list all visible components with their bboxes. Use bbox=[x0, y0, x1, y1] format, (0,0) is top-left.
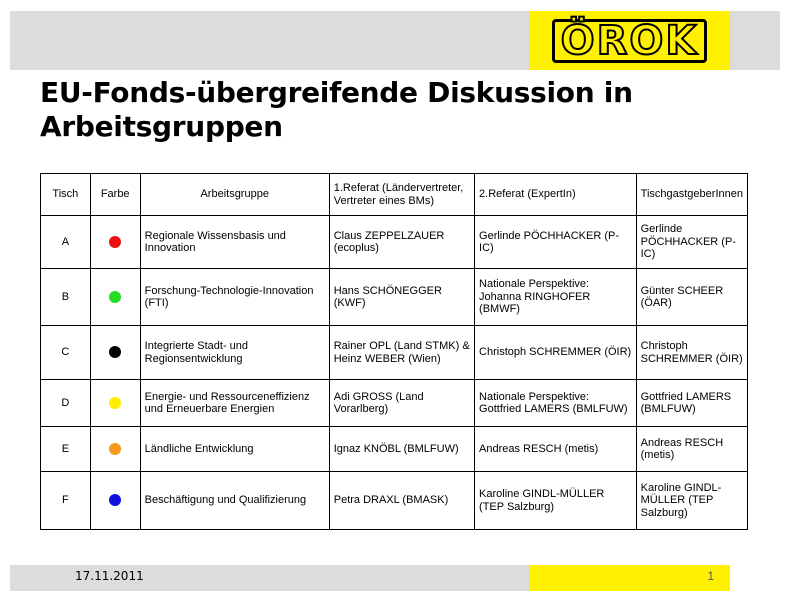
color-dot-icon bbox=[109, 291, 121, 303]
footer-date: 17.11.2011 bbox=[75, 569, 144, 583]
logo-frame bbox=[552, 19, 708, 63]
header-arbeitsgruppe: Arbeitsgruppe bbox=[140, 174, 329, 216]
table-row bbox=[41, 326, 748, 380]
color-dot-icon bbox=[109, 494, 121, 506]
table-header-row bbox=[41, 174, 748, 216]
cell-arbeitsgruppe: Energie- und Ressourceneffizienz und Erneuerbare Energien bbox=[140, 380, 329, 427]
oerok-logo bbox=[529, 11, 730, 70]
cell-tisch: C bbox=[41, 326, 91, 380]
cell-tisch: B bbox=[41, 269, 91, 326]
cell-referat-1: Hans SCHÖNEGGER (KWF) bbox=[329, 269, 474, 326]
cell-farbe bbox=[90, 427, 140, 472]
cell-arbeitsgruppe: Regionale Wissensbasis und Innovation bbox=[140, 216, 329, 269]
cell-referat-2: Karoline GINDL-MÜLLER (TEP Salzburg) bbox=[475, 472, 637, 530]
cell-gastgeber: Christoph SCHREMMER (ÖIR) bbox=[636, 326, 747, 380]
table-row bbox=[41, 269, 748, 326]
cell-arbeitsgruppe: Ländliche Entwicklung bbox=[140, 427, 329, 472]
cell-gastgeber: Andreas RESCH (metis) bbox=[636, 427, 747, 472]
cell-referat-1: Adi GROSS (Land Vorarlberg) bbox=[329, 380, 474, 427]
cell-farbe bbox=[90, 216, 140, 269]
cell-gastgeber: Karoline GINDL-MÜLLER (TEP Salzburg) bbox=[636, 472, 747, 530]
cell-gastgeber: Gottfried LAMERS (BMLFUW) bbox=[636, 380, 747, 427]
cell-tisch: D bbox=[41, 380, 91, 427]
table-row bbox=[41, 472, 748, 530]
color-dot-icon bbox=[109, 346, 121, 358]
table-row bbox=[41, 427, 748, 472]
cell-referat-2: Nationale Perspektive: Johanna RINGHOFER (BMWF) bbox=[475, 269, 637, 326]
cell-referat-1: Rainer OPL (Land STMK) & Heinz WEBER (Wien) bbox=[329, 326, 474, 380]
cell-farbe bbox=[90, 380, 140, 427]
cell-referat-2: Christoph SCHREMMER (ÖIR) bbox=[475, 326, 637, 380]
cell-gastgeber: Gerlinde PÖCHHACKER (P-IC) bbox=[636, 216, 747, 269]
cell-referat-2: Nationale Perspektive: Gottfried LAMERS (BMLFUW) bbox=[475, 380, 637, 427]
header-referat-1: 1.Referat (Ländervertreter, Vertreter eines BMs) bbox=[329, 174, 474, 216]
cell-arbeitsgruppe: Integrierte Stadt- und Regionsentwicklung bbox=[140, 326, 329, 380]
cell-referat-1: Claus ZEPPELZAUER (ecoplus) bbox=[329, 216, 474, 269]
page-number: 1 bbox=[707, 569, 714, 583]
cell-gastgeber: Günter SCHEER (ÖAR) bbox=[636, 269, 747, 326]
table-row bbox=[41, 380, 748, 427]
cell-farbe bbox=[90, 326, 140, 380]
color-dot-icon bbox=[109, 397, 121, 409]
header-farbe: Farbe bbox=[90, 174, 140, 216]
cell-referat-2: Andreas RESCH (metis) bbox=[475, 427, 637, 472]
cell-farbe bbox=[90, 269, 140, 326]
header-tisch: Tisch bbox=[41, 174, 91, 216]
cell-tisch: E bbox=[41, 427, 91, 472]
cell-tisch: F bbox=[41, 472, 91, 530]
header-referat-2: 2.Referat (ExpertIn) bbox=[475, 174, 637, 216]
table-row bbox=[41, 216, 748, 269]
cell-farbe bbox=[90, 472, 140, 530]
cell-referat-2: Gerlinde PÖCHHACKER (P-IC) bbox=[475, 216, 637, 269]
page-title: EU-Fonds-übergreifende Diskussion in Arbeitsgruppen bbox=[40, 76, 633, 143]
color-dot-icon bbox=[109, 443, 121, 455]
working-groups-table bbox=[40, 173, 748, 530]
cell-arbeitsgruppe: Beschäftigung und Qualifizierung bbox=[140, 472, 329, 530]
cell-arbeitsgruppe: Forschung-Technologie-Innovation (FTI) bbox=[140, 269, 329, 326]
cell-referat-1: Ignaz KNÖBL (BMLFUW) bbox=[329, 427, 474, 472]
logo-text: ÖROK bbox=[560, 17, 699, 64]
cell-referat-1: Petra DRAXL (BMASK) bbox=[329, 472, 474, 530]
header-gastgeber: TischgastgeberInnen bbox=[636, 174, 747, 216]
color-dot-icon bbox=[109, 236, 121, 248]
cell-tisch: A bbox=[41, 216, 91, 269]
